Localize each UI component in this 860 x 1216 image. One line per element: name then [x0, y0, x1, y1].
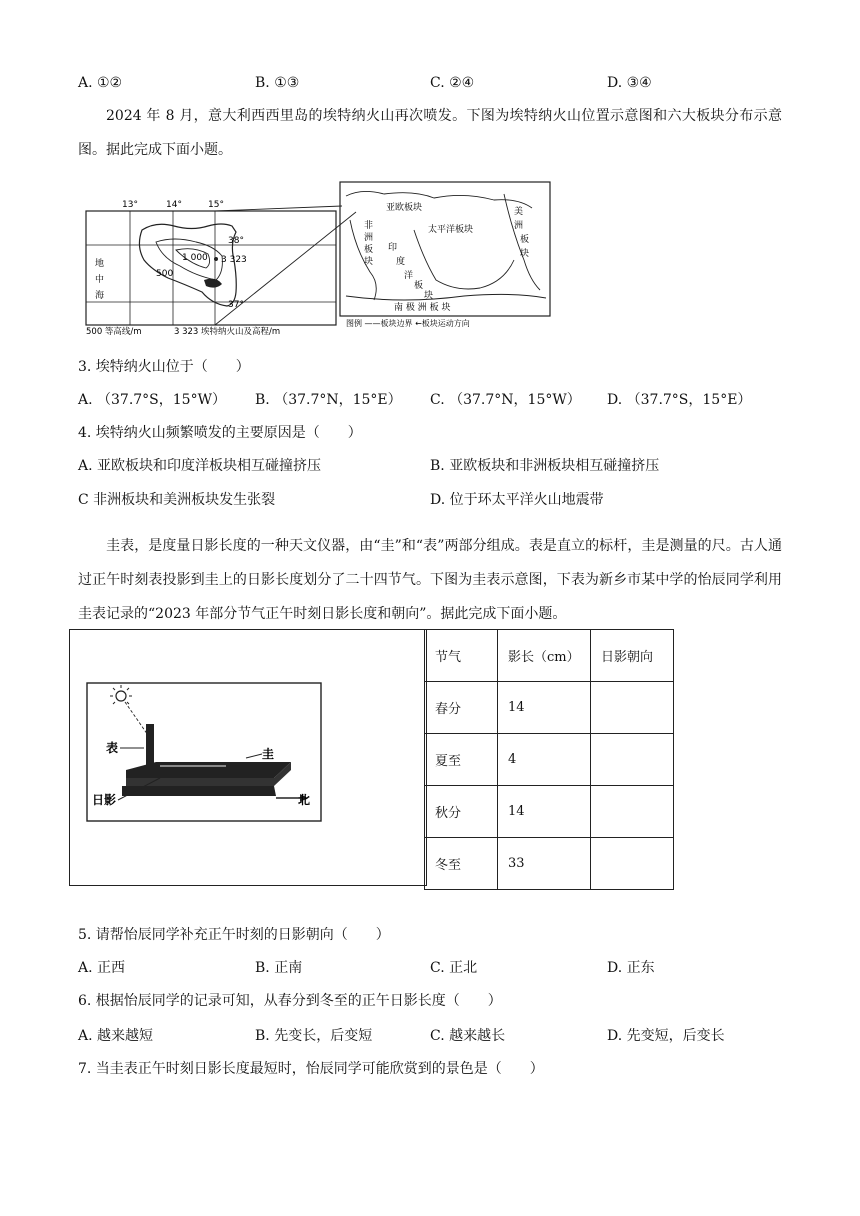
- table-header-term: 节气: [425, 630, 498, 682]
- q6-option-a: A. 越来越短: [78, 1028, 154, 1044]
- plate-map-legend: 图例 ——板块边界 ←板块运动方向: [346, 319, 470, 328]
- q5-option-a: A. 正西: [78, 960, 126, 976]
- intro-paragraph-etna: [78, 99, 782, 167]
- biao-label: 表: [106, 741, 119, 755]
- q3-option-d: D. （37.7°S，15°E）: [607, 392, 752, 408]
- table-row: [425, 682, 674, 734]
- plate-label-africa-4: 块: [364, 257, 374, 267]
- direction-cell: [591, 838, 674, 890]
- plate-label-america-2: 洲: [514, 221, 524, 231]
- contour-label-500: 500: [156, 269, 174, 279]
- q4-option-c: C 非洲板块和美洲板块发生张裂: [78, 492, 276, 508]
- plate-label-africa-1: 非: [364, 221, 374, 231]
- longitude-label-15: 15°: [208, 200, 224, 210]
- q3-option-c: C. （37.7°N，15°W）: [430, 392, 581, 408]
- plate-label-america-1: 美: [514, 207, 524, 217]
- length-cell: 33: [498, 838, 591, 890]
- plate-label-indian-4: 板: [414, 281, 424, 291]
- term-cell: 夏至: [425, 734, 498, 786]
- plate-label-indian-2: 度: [396, 257, 406, 267]
- plate-distribution-map: [340, 182, 550, 328]
- north-label: 北: [298, 793, 311, 807]
- table-header-row: [425, 630, 674, 682]
- term-cell: 秋分: [425, 786, 498, 838]
- table-row: [425, 838, 674, 890]
- gnomon-diagram: [86, 682, 322, 822]
- direction-cell: [591, 786, 674, 838]
- plate-label-africa-3: 板: [364, 245, 374, 255]
- q6-option-c: C. 越来越长: [430, 1028, 506, 1044]
- direction-cell: [591, 682, 674, 734]
- shadow-label: 日影: [92, 793, 117, 807]
- shadow-record-table: [424, 629, 674, 890]
- plate-label-eurasia: 亚欧板块: [386, 203, 423, 213]
- term-cell: 春分: [425, 682, 498, 734]
- legend-contour-text: 500 等高线/m: [86, 327, 142, 337]
- plate-label-africa-2: 洲: [364, 233, 374, 243]
- sea-label-3: 海: [95, 291, 105, 301]
- sea-label-2: 中: [95, 275, 105, 285]
- intro-paragraph-gnomon: [78, 529, 782, 631]
- plate-label-antarctic: 南 极 洲 板 块: [394, 303, 451, 313]
- sun-icon: [110, 685, 132, 704]
- q5-option-d: D. 正东: [607, 960, 655, 976]
- direction-cell: [591, 734, 674, 786]
- q2-option-a: A. ①②: [78, 75, 123, 91]
- q7-stem: 7. 当圭表正午时刻日影长度最短时，怡辰同学可能欣赏到的景色是（ ）: [78, 1061, 544, 1077]
- q3-option-b: B. （37.7°N，15°E）: [255, 392, 402, 408]
- q6-option-d: D. 先变短，后变长: [607, 1028, 725, 1044]
- q2-option-c: C. ②④: [430, 75, 475, 91]
- q4-option-b: B. 亚欧板块和非洲板块相互碰撞挤压: [430, 458, 660, 474]
- contour-label-1000: 1 000: [182, 253, 208, 263]
- q5-option-c: C. 正北: [430, 960, 478, 976]
- q3-option-a: A. （37.7°S，15°W）: [78, 392, 226, 408]
- longitude-label-14: 14°: [166, 200, 182, 210]
- plate-label-indian-1: 印: [388, 243, 398, 253]
- intro-etna-text: 2024 年 8 月，意大利西西里岛的埃特纳火山再次喷发。下图为埃特纳火山位置示意图和六大板块分布示意图。据此完成下面小题。: [78, 108, 782, 158]
- q2-option-b: B. ①③: [255, 75, 300, 91]
- latitude-label-37: 37°: [228, 300, 244, 310]
- peak-elevation-label: 3 323: [221, 255, 247, 265]
- sicily-map: [86, 200, 336, 337]
- q5-option-b: B. 正南: [255, 960, 303, 976]
- q4-option-a: A. 亚欧板块和印度洋板块相互碰撞挤压: [78, 458, 322, 474]
- table-header-length: 影长（cm）: [498, 630, 591, 682]
- length-cell: 14: [498, 682, 591, 734]
- etna-location-map: [84, 180, 554, 338]
- plate-label-pacific: 太平洋板块: [428, 225, 474, 235]
- term-cell: 冬至: [425, 838, 498, 890]
- length-cell: 14: [498, 786, 591, 838]
- q5-stem: 5. 请帮怡辰同学补充正午时刻的日影朝向（ ）: [78, 927, 390, 943]
- plate-label-america-3: 板: [520, 235, 530, 245]
- table-header-direction: 日影朝向: [591, 630, 674, 682]
- latitude-label-38: 38°: [228, 236, 244, 246]
- legend-peak-text: 3 323 埃特纳火山及高程/m: [174, 327, 281, 337]
- q6-stem: 6. 根据怡辰同学的记录可知，从春分到冬至的正午日影长度（ ）: [78, 993, 502, 1009]
- q4-stem: 4. 埃特纳火山频繁喷发的主要原因是（ ）: [78, 425, 362, 441]
- plate-label-indian-3: 洋: [404, 271, 414, 281]
- plate-label-indian-5: 块: [424, 291, 434, 301]
- plate-label-america-4: 块: [520, 249, 530, 259]
- sea-label-1: 地: [95, 259, 105, 269]
- q4-option-d: D. 位于环太平洋火山地震带: [430, 492, 604, 508]
- q6-option-b: B. 先变长，后变短: [255, 1028, 373, 1044]
- q2-option-d: D. ③④: [607, 75, 652, 91]
- intro-gnomon-text: 圭表，是度量日影长度的一种天文仪器，由“圭”和“表”两部分组成。表是直立的标杆，圭是测量的尺。古人通过正午时刻表投影到圭上的日影长度划分了二十四节气。下图为圭表示意图，下表为新乡市某中学的怡辰同学利用圭表记录的“2023 年部分节气正午时刻日影长度和朝向”。据此完成下面小题。: [78, 538, 782, 622]
- table-row: [425, 786, 674, 838]
- longitude-label-13: 13°: [122, 200, 138, 210]
- table-row: [425, 734, 674, 786]
- length-cell: 4: [498, 734, 591, 786]
- q3-stem: 3. 埃特纳火山位于（ ）: [78, 359, 250, 375]
- gui-label: 圭: [262, 747, 275, 761]
